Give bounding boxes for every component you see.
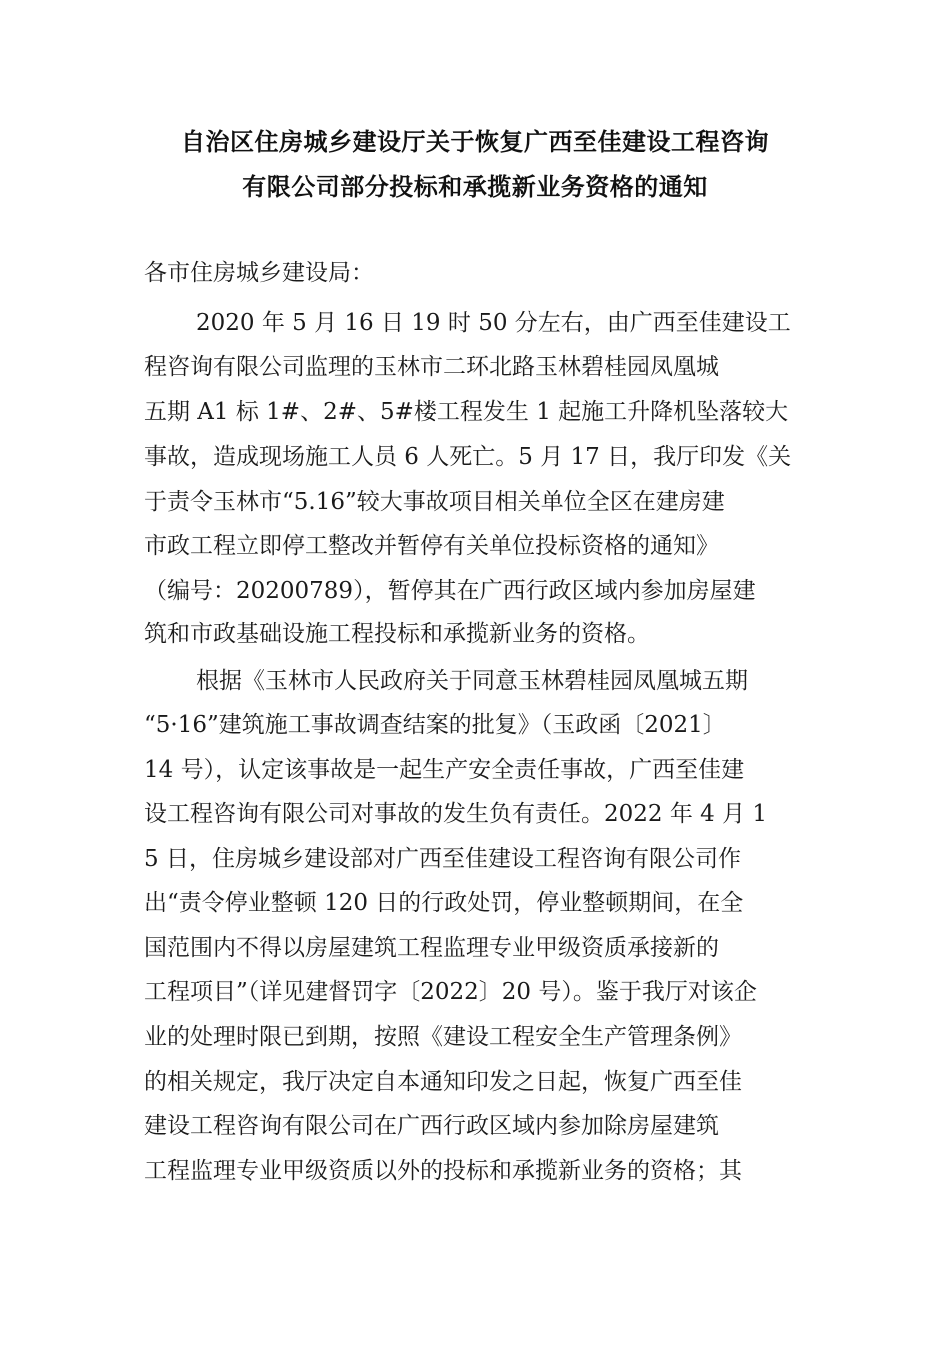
paragraph-1-line-5: 于责令玉林市“5.16”较大事故项目相关单位全区在建房建	[144, 489, 725, 515]
paragraph-1-line-7: （编号：20200789），暂停其在广西行政区域内参加房屋建	[144, 578, 756, 604]
document-title-line-2: 有限公司部分投标和承揽新业务资格的通知	[242, 173, 708, 201]
paragraph-2-line-9: 业的处理时限已到期，按照《建设工程安全生产管理条例》	[144, 1024, 742, 1050]
paragraph-2-line-8: 工程项目”（详见建督罚字〔2022〕20 号）。鉴于我厅对该企	[144, 979, 757, 1005]
document-title-line-1: 自治区住房城乡建设厅关于恢复广西至佳建设工程咨询	[181, 128, 769, 156]
paragraph-2-line-4: 设工程咨询有限公司对事故的发生负有责任。2022 年 4 月 1	[144, 801, 768, 827]
paragraph-1-line-2: 程咨询有限公司监理的玉林市二环北路玉林碧桂园凤凰城	[144, 354, 719, 380]
salutation: 各市住房城乡建设局：	[144, 260, 374, 286]
paragraph-1-line-8: 筑和市政基础设施工程投标和承揽新业务的资格。	[144, 621, 650, 647]
paragraph-1-line-6: 市政工程立即停工整改并暂停有关单位投标资格的通知》	[144, 533, 719, 559]
paragraph-1-line-1: 2020 年 5 月 16 日 19 时 50 分左右，由广西至佳建设工	[196, 310, 791, 336]
paragraph-2-line-1: 根据《玉林市人民政府关于同意玉林碧桂园凤凰城五期	[196, 668, 748, 694]
paragraph-2-line-11: 建设工程咨询有限公司在广西行政区域内参加除房屋建筑	[144, 1113, 719, 1139]
paragraph-2-line-5: 5 日，住房城乡建设部对广西至佳建设工程咨询有限公司作	[144, 846, 741, 872]
paragraph-1-line-4: 事故，造成现场施工人员 6 人死亡。5 月 17 日，我厅印发《关	[144, 444, 792, 470]
paragraph-2-line-12: 工程监理专业甲级资质以外的投标和承揽新业务的资格；其	[144, 1158, 742, 1184]
paragraph-1-line-3: 五期 A1 标 1#、2#、5#楼工程发生 1 起施工升降机坠落较大	[144, 399, 789, 425]
paragraph-2-line-3: 14 号），认定该事故是一起生产安全责任事故，广西至佳建	[144, 757, 745, 783]
paragraph-2-line-6: 出“责令停业整顿 120 日的行政处罚，停业整顿期间，在全	[144, 890, 744, 916]
paragraph-2-line-10: 的相关规定，我厅决定自本通知印发之日起，恢复广西至佳	[144, 1069, 742, 1095]
paragraph-2-line-7: 国范围内不得以房屋建筑工程监理专业甲级资质承接新的	[144, 935, 719, 961]
paragraph-2-line-2: “5·16”建筑施工事故调查结案的批复》（玉政函〔2021〕	[144, 712, 726, 738]
